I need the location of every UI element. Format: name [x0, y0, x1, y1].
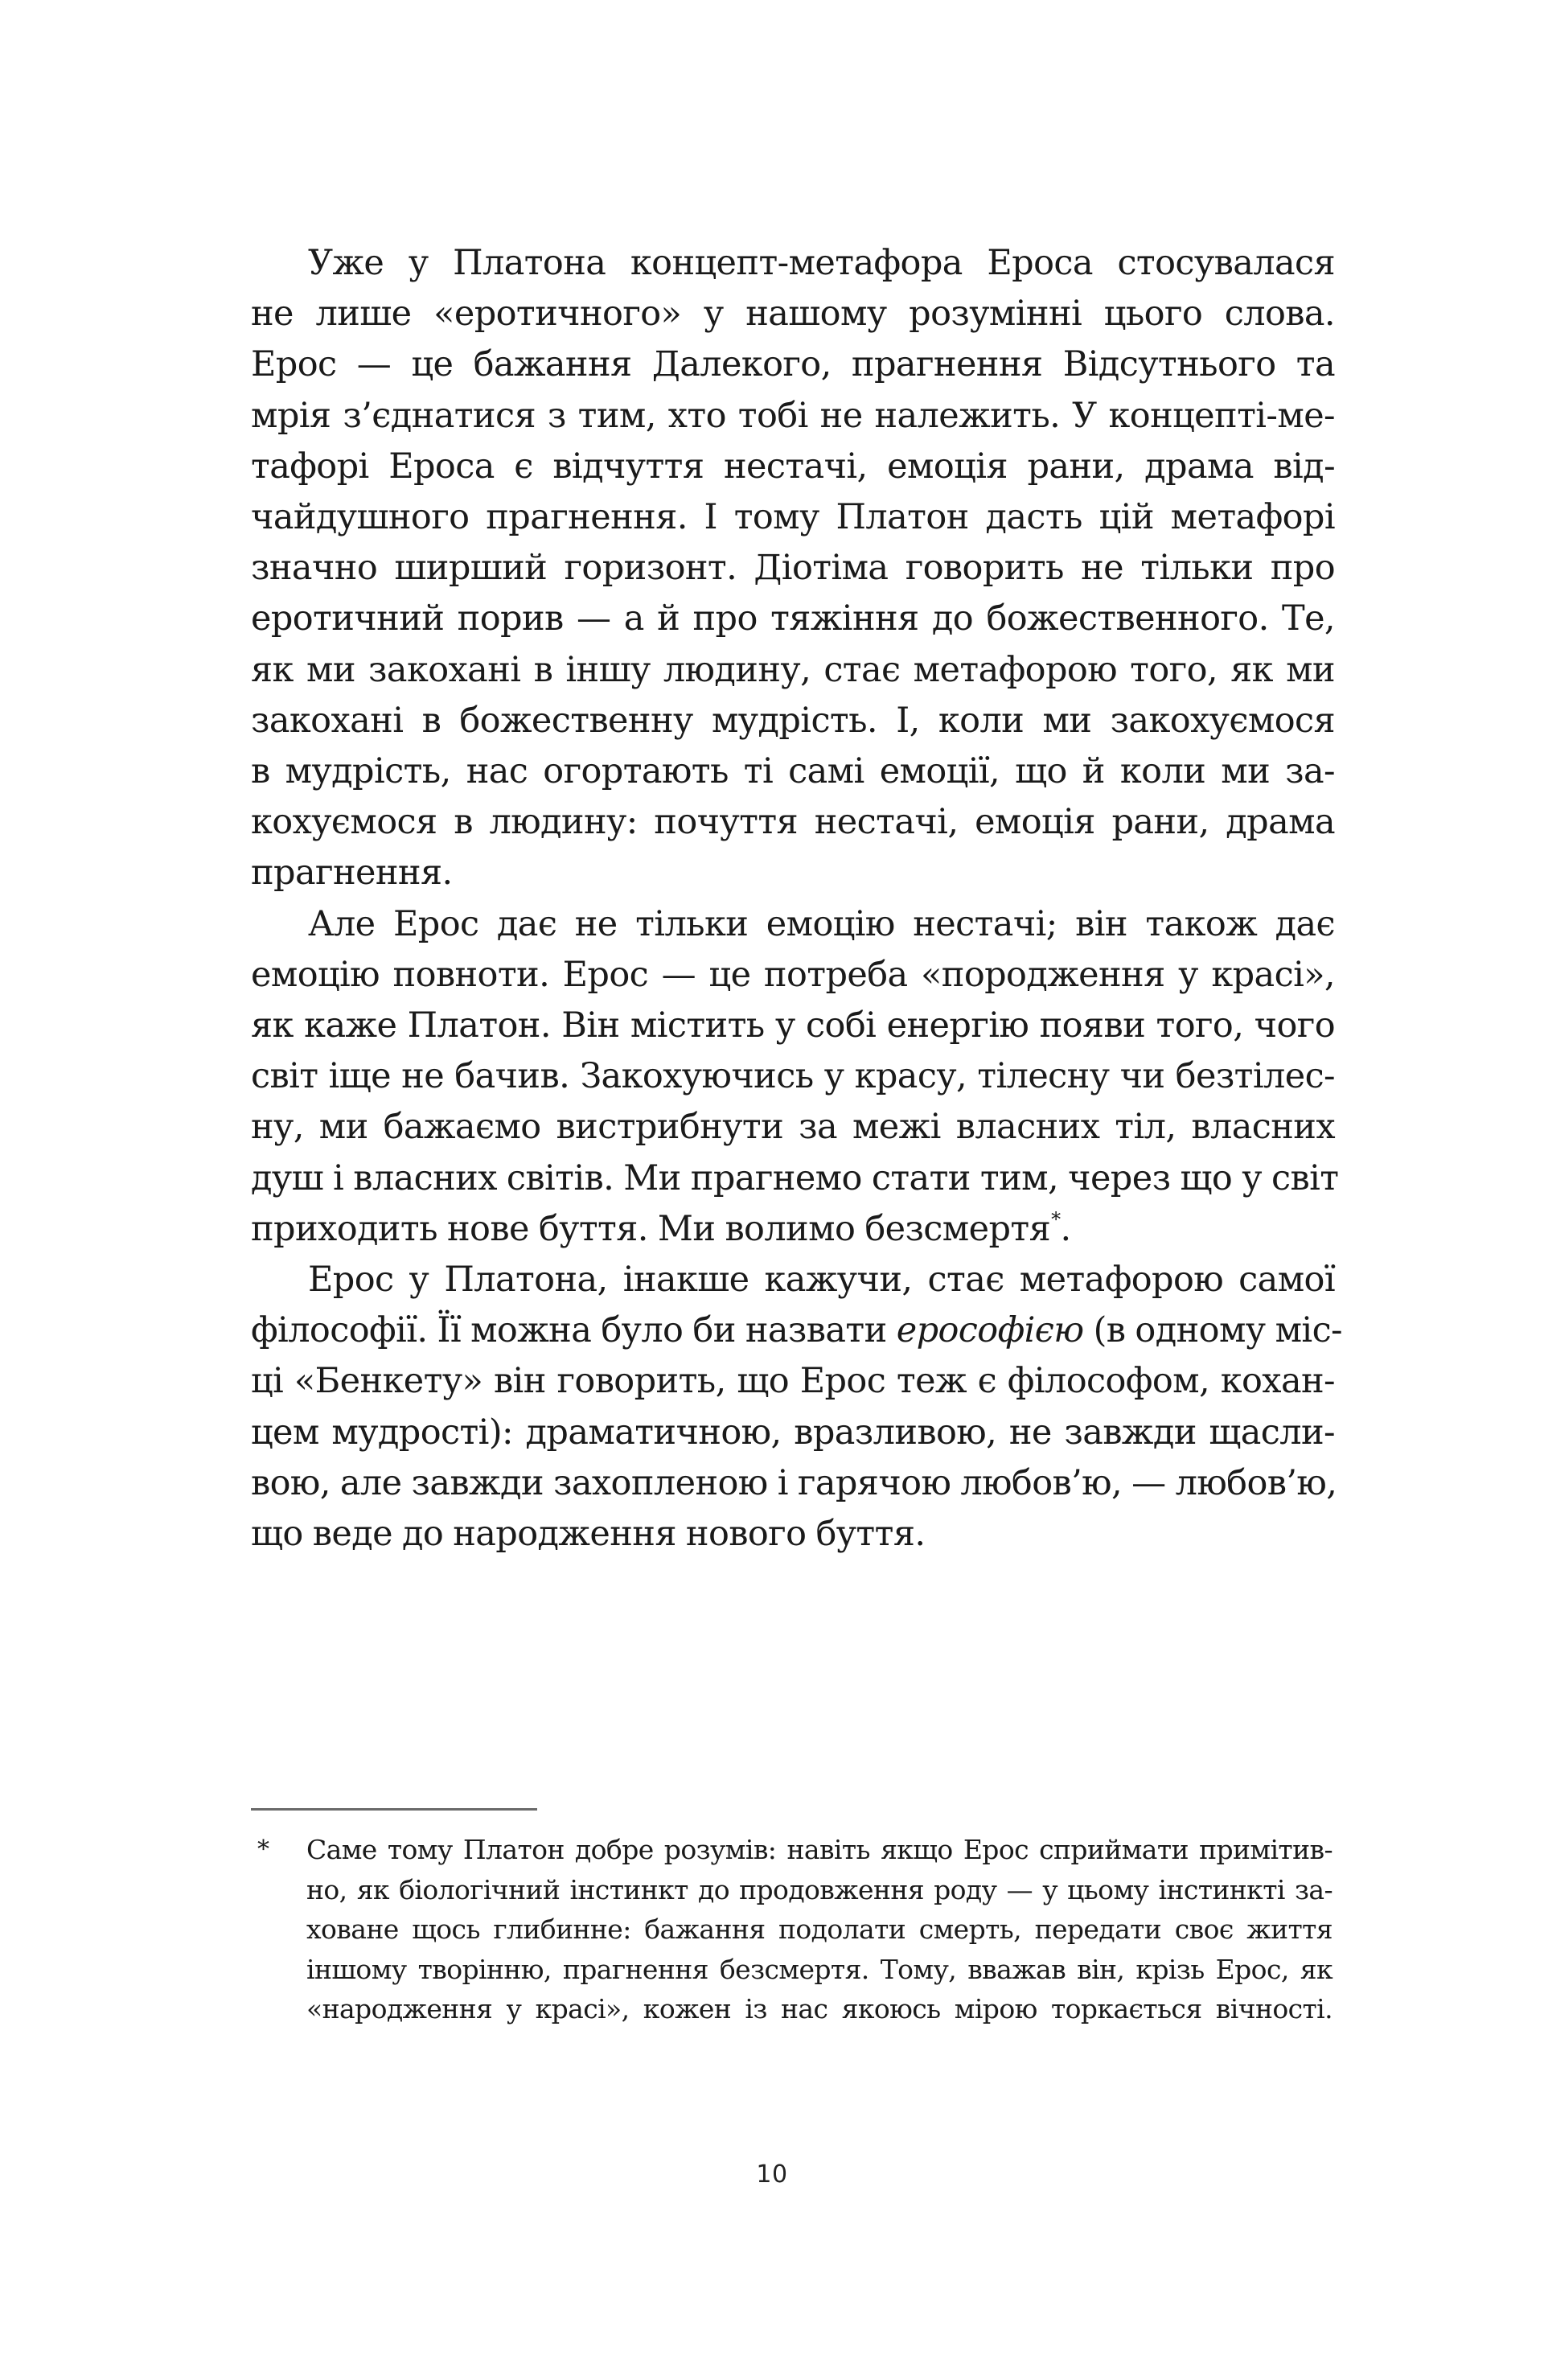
- text-line: вою, але завжди захопленою і гарячою любов’ю, — любов’ю,: [251, 1462, 1337, 1503]
- text-line: Ерос — це бажання Далекого, прагнення Відсутнього та: [251, 344, 1335, 385]
- text-line: емоцію повноти. Ерос — це потреба «породження у красі»,: [251, 954, 1335, 995]
- text-line: кохуємося в людину: почуття нестачі, емоція рани, драма: [251, 802, 1335, 843]
- text-line: ну, ми бажаємо вистрибнути за межі власних тіл, власних: [251, 1107, 1335, 1148]
- text-fragment: .: [1060, 1208, 1071, 1249]
- page-number: 10: [756, 2160, 788, 2189]
- text-fragment: (в одному міс-: [1083, 1310, 1342, 1351]
- text-line: закохані в божественну мудрість. І, коли ми закохуємося: [251, 700, 1335, 741]
- italic-term: ерософією: [896, 1310, 1084, 1351]
- text-line: ці «Бенкету» він говорить, що Ерос теж є філософом, кохан-: [251, 1361, 1335, 1402]
- text-line: Уже у Платона концепт-метафора Ероса стосувалася: [308, 243, 1335, 283]
- text-line: цем мудрості): драматичною, вразливою, не завжди щасли-: [251, 1412, 1335, 1453]
- text-line: [251, 1305, 1342, 1356]
- footnote-reference[interactable]: *: [1051, 1207, 1061, 1231]
- text-line: прагнення.: [251, 853, 453, 894]
- text-line: світ іще не бачив. Закохуючись у красу, тілесну чи безтілес-: [251, 1056, 1335, 1097]
- footnote-line: ховане щось глибинне: бажання подолати смерть, передати своє життя: [306, 1913, 1333, 1945]
- text-line: мрія з’єднатися з тим, хто тобі не належить. У концепті-ме-: [251, 395, 1335, 436]
- text-fragment: філософії. Її можна було би назвати: [251, 1310, 897, 1351]
- footnote-line: Саме тому Платон добре розумів: навіть якщо Ерос сприймати примітив-: [306, 1834, 1333, 1865]
- text-line: еротичний порив — а й про тяжіння до божественного. Те,: [251, 598, 1335, 639]
- text-line: як каже Платон. Він містить у собі енергію появи того, чого: [251, 1005, 1335, 1046]
- text-line: [251, 1204, 1335, 1255]
- paragraph-3: [251, 1255, 1342, 1560]
- text-fragment: приходить нове буття. Ми волимо безсмертя: [251, 1208, 1051, 1249]
- text-line: душ і власних світів. Ми прагнемо стати тим, через що у світ: [251, 1157, 1339, 1198]
- paragraph-1: [251, 238, 1335, 899]
- footnote-divider: [251, 1808, 537, 1811]
- text-line: тафорі Ероса є відчуття нестачі, емоція рани, драма від-: [251, 446, 1335, 487]
- text-line: Ерос у Платона, інакше кажучи, стає метафорою самої: [308, 1260, 1335, 1301]
- footnote-line: но, як біологічний інстинкт до продовження роду — у цьому інстинкті за-: [306, 1873, 1333, 1905]
- text-line: Але Ерос дає не тільки емоцію нестачі; він також дає: [308, 903, 1335, 944]
- footnote-line: «народження у красі», кожен із нас якоюсь мірою торкається вічності.: [306, 1993, 1333, 2024]
- text-line: в мудрість, нас огортають ті самі емоції, що й коли ми за-: [251, 751, 1335, 792]
- text-line: що веде до народження нового буття.: [251, 1514, 926, 1555]
- body-text: [251, 238, 1342, 1560]
- text-line: чайдушного прагнення. І тому Платон дасть цій метафорі: [251, 497, 1335, 538]
- footnote-marker: *: [257, 1835, 269, 1864]
- text-line: не лише «еротичного» у нашому розумінні цього слова.: [251, 294, 1335, 335]
- paragraph-2: [251, 899, 1339, 1255]
- text-line: як ми закохані в іншу людину, стає метафорою того, як ми: [251, 649, 1335, 690]
- footnote-body: [306, 1830, 1333, 2029]
- footnote-line: іншому творінню, прагнення безсмертя. Тому, вважав він, крізь Ерос, як: [306, 1953, 1333, 1985]
- text-line: значно ширший горизонт. Діотіма говорить не тільки про: [251, 548, 1335, 589]
